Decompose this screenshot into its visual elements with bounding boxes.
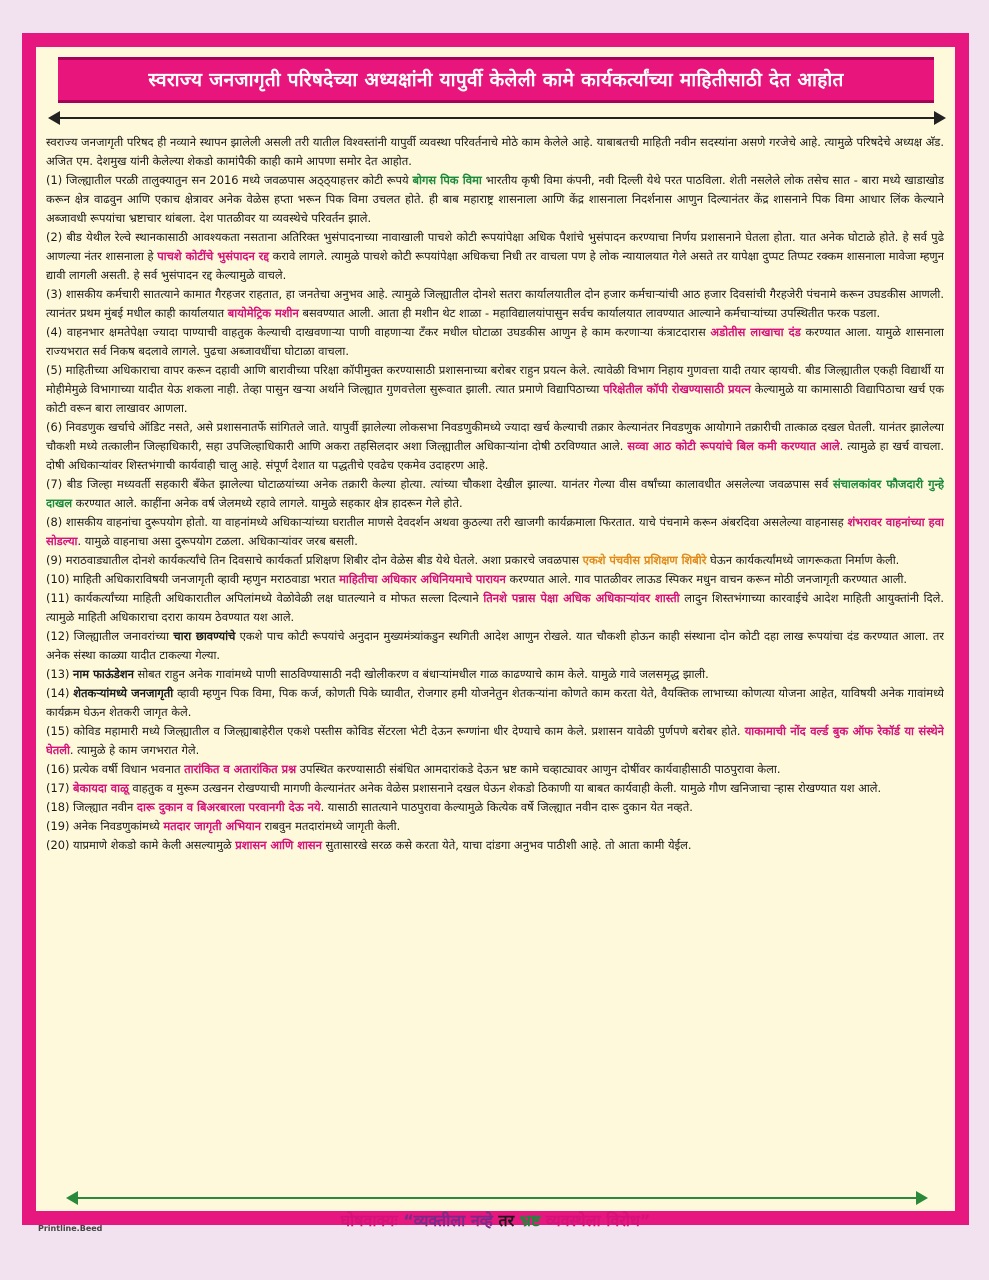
slogan-part5: विरोध”	[606, 1211, 651, 1230]
slogan-part3: भ्रष्ट	[519, 1211, 541, 1230]
item-highlight: बोगस पिक विमा	[412, 173, 482, 187]
list-item	[46, 418, 944, 475]
intro-paragraph: स्वराज्य जनजागृती परिषद ही नव्याने स्थापन झालेली असली तरी यातील विश्वस्तांनी यापुर्वी व्यवस्था परिवर्तनाचे मोठे काम केलेले आहे. याबाबतची माहिती नवीन सदस्यांना असणे गरजेचे आहे. त्यामुळे परिषदेचे अध्यक्ष अ‍ॅड. अजित एम. देशमुख यांनी केलेल्या शेकडो कामांपैकी काही कामे आपणा समोर देत आहोत.	[46, 135, 944, 168]
item-text: (7) बीड जिल्हा मध्यवर्ती सहकारी बँकेत झालेल्या घोटाळयांच्या अनेक तक्रारी केल्या होत्या. त्यांच्या चौकशा देखील झाल्या. यानंतर गेल्या वीस वर्षांच्या कालावधीत असलेल्या जवळपास सर्व	[46, 477, 833, 491]
list-item	[46, 798, 944, 817]
item-text: (6) निवडणुक खर्चाचे ऑडिट नसते, असे प्रशासनातर्फे सांगितले जाते. यापुर्वी झालेल्या लोकसभा निवडणुकीमध्ये ज्यादा खर्च केल्याची तक्रार केल्यानंतर निवडणुक आयोगाने तक्रारीची तात्काळ दखल घेतली. यानंतर झालेल्या चौकशी मध्ये तत्कालीन जिल्हाधिकारी, सहा उपजिल्हाधिकारी आणि अकरा तहसिलदार अशा जिल्ह्यातील अधिकाऱ्यांना दोषी ठरविण्यात आले.	[46, 420, 944, 453]
list-item	[46, 323, 944, 361]
item-text: (16) प्रत्येक वर्षी विधान भवनात	[46, 762, 185, 776]
item-text: (9) मराठवाड्यातील दोनशे कार्यकर्त्यांचे तिन दिवसाचे कार्यकर्ता प्रशिक्षण शिबीर दोन वेळेस बीड येथे घेतले. अशा प्रकारचे जवळपास	[46, 553, 583, 567]
item-text: एकशे पाच कोटी रूपयांचे अनुदान मुख्यमंत्र्यांकडुन स्थगिती आदेश आणुन रोखले. यात चौकशी होऊन काही संस्थाना दोन कोटी दहा लाख रूपयांचा दंड करण्यात आला. तर अनेक संस्था काळ्या यादीत टाकल्या गेल्या.	[46, 629, 944, 662]
item-text: . त्यामुळे हे काम जगभरात गेले.	[69, 743, 200, 757]
slogan-part2: तर	[492, 1211, 520, 1230]
item-highlight: सव्वा आठ कोटी रूपयांचे बिल कमी करण्यात आले	[627, 439, 840, 453]
item-highlight: तिनशे पन्नास पेक्षा अधिक अधिकाऱ्यांवर शास्ती	[483, 591, 680, 605]
item-text: (11) कार्यकर्त्यांच्या माहिती अधिकारातील अपिलांमध्ये वेळोवेळी लक्ष घातल्याने व मोफत सल्ला दिल्याने	[46, 591, 484, 605]
body-text	[46, 133, 944, 1185]
item-text: (15) कोविड महामारी मध्ये जिल्ह्यातील व जिल्ह्याबाहेरील एकशे पस्तीस कोविड सेंटरला भेटी देऊन रूग्णांना धीर देण्याचे काम केले. प्रशासन यावेळी पुर्णपणे बरोबर होते.	[46, 724, 745, 738]
item-text: उपस्थित करण्यासाठी संबंधित आमदारांकडे देऊन भ्रष्ट कामे चव्हाट्यावर आणुन दोषींवर कार्यवाहीसाठी पाठपुरावा केला.	[296, 762, 781, 776]
list-item	[46, 665, 944, 684]
item-text: (8) शासकीय वाहनांचा दुरूपयोग होतो. या वाहनांमध्ये अधिकाऱ्यांच्या घरातील माणसे देवदर्शन अथवा कुठल्या तरी खाजगी कार्यक्रमाला फिरतात. याचे पंचनामे करून अंबरदिवा असलेल्या वाहनासह	[46, 515, 848, 529]
list-item	[46, 760, 944, 779]
item-highlight: दारू दुकान व बिअरबारला परवानगी देऊ नये	[136, 800, 321, 814]
item-highlight: बेकायदा वाळू	[73, 781, 129, 795]
item-highlight: पाचशे कोटींचे भुसंपादन रद्द	[157, 249, 269, 263]
item-text: करण्यात आला. यामुळे शासनाला राज्यभरात सर्व निकष बदलावे लागले. पुढचा अब्जावधींचा घोटाळा वाचला.	[46, 325, 944, 358]
list-item	[46, 627, 944, 665]
list-item	[46, 722, 944, 760]
item-text: (12) जिल्ह्यातील जनावरांच्या	[46, 629, 174, 643]
list-item	[46, 475, 944, 513]
list-item	[46, 361, 944, 418]
page-title: स्वराज्य जनजागृती परिषदेच्या अध्यक्षांनी यापुर्वी केलेली कामे कार्यकर्त्यांच्या माहितीसाठी देत आहोत	[58, 57, 934, 103]
item-text: (19) अनेक निवडणुकांमध्ये	[46, 819, 164, 833]
list-item	[46, 228, 944, 285]
item-text: (14)	[46, 686, 74, 700]
item-highlight: याकामाची नोंद वर्ल्ड बुक ऑफ रेकॉर्ड या संस्थेने घेतली	[46, 724, 944, 757]
item-text: (1) जिल्ह्यातील परळी तालुक्यातुन सन 2016 मध्ये जवळपास अठ्ठ्याहत्तर कोटी रूपये	[46, 173, 413, 187]
list-item	[46, 817, 944, 836]
item-text: (17)	[46, 781, 74, 795]
item-text: . यासाठी सातत्याने पाठपुरावा केल्यामुळे कित्येक वर्षे जिल्ह्यात नवीन दारू दुकान येत नव्हते.	[320, 800, 693, 814]
arrow-right-icon	[934, 111, 946, 125]
poster-frame	[22, 33, 969, 1233]
item-highlight: शंभरावर वाहनांच्या हवा सोडल्या	[46, 515, 944, 548]
item-text: करण्यात आले. गाव पातळीवर लाऊड स्पिकर मधुन वाचन करून मोठी जनजागृती करण्यात आली.	[505, 572, 908, 586]
item-text: व्हावी म्हणुन पिक विमा, पिक कर्ज, कोणती पिके घ्यावीत, रोजगार हमी योजनेतुन शेतकऱ्यांना कोणते काम करता येते, वैयक्तिक लाभाच्या कोणत्या योजना आहेत, याविषयी अनेक गावांमध्ये कार्यक्रम घेऊन शेतकरी जागृत केले.	[46, 686, 944, 719]
arrow-right-icon	[916, 1191, 928, 1205]
item-highlight: चारा छावण्यांचे	[173, 629, 236, 643]
list-item	[46, 551, 944, 570]
item-text: बसवण्यात आली. आता ही मशीन थेट शाळा - महाविद्यालयांपासुन सर्वच कार्यालयात लावण्यात आल्याने कर्मचाऱ्यांच्या उपस्थितीत फरक पडला.	[298, 306, 881, 320]
item-text: (10) माहिती अधिकाराविषयी जनजागृती व्हावी म्हणुन मराठवाडा भरात	[46, 572, 340, 586]
item-text: . यामुळे वाहनाचा असा दुरूपयोग टळला. अधिकाऱ्यांवर जरब बसली.	[77, 534, 358, 548]
list-item	[46, 513, 944, 551]
printer-credit: Printline.Beed	[38, 1224, 103, 1233]
slogan-part4: व्यवस्थेला	[540, 1211, 607, 1230]
item-text: (20) याप्रमाणे शेकडो कामे केली असल्यामुळे	[46, 838, 236, 852]
item-text: वाहतुक व मुरूम उत्खनन रोखण्याची मागणी केल्यानंतर अनेक वेळेस प्रशासनाने दखल घेऊन शेकडो ठिकाणी या बाबत कार्यवाही केली. यामुळे गौण खनिजाचा ऱ्हास रोखण्यात यश आले.	[128, 781, 882, 795]
work-list	[46, 171, 944, 855]
list-item	[46, 570, 944, 589]
poster-content	[36, 47, 955, 1233]
slogan	[36, 1209, 955, 1231]
item-highlight: बायोमेट्रिक मशीन	[227, 306, 299, 320]
item-text: राबवुन मतदारांमध्ये जागृती केली.	[261, 819, 401, 833]
item-highlight: तारांकित व अतारांकित प्रश्न	[184, 762, 297, 776]
item-text: सुतासारखे सरळ कसे करता येते, याचा दांडगा अनुभव पाठीशी आहे. तो आता कामी येईल.	[321, 838, 692, 852]
item-text: भारतीय कृषी विमा कंपनी, नवी दिल्ली येथे परत पाठविला. शेती नसलेले लोक तसेच सात - बारा मध्ये खाडाखोड करून क्षेत्र वाढवुन आणि एकाच क्षेत्रावर अनेक वेळेस हप्ता भरून पिक विमा उचलत होते. ही बाब महाराष्ट्र शासनाला आणि केंद्र शासनाला निदर्शनास आणुन दिल्यानंतर केंद्र शासनाने पिक विमा आधार लिंक केल्याने अब्जावधी रूपयांचा भ्रष्टाचार थांबला. देश पातळीवर या व्यवस्थेचे परिवर्तन झाले.	[46, 173, 944, 225]
item-highlight: परिक्षेतील कॉपी रोखण्यासाठी प्रयत्न	[603, 382, 751, 396]
item-text: (3) शासकीय कर्मचारी सातत्याने कामात गैरहजर राहतात, हा जनतेचा अनुभव आहे. त्यामुळे जिल्ह्यातील दोनशे सतरा कार्यालयातील दोन हजार कर्मचाऱ्यांची आठ हजार दिवसांची गैरहजेरी पंचनामे करून उघडकीस आणली. त्यानंतर प्रथम मुंबई मधील काही कार्यालयात	[46, 287, 944, 320]
item-highlight: माहितीचा अधिकार अधिनियमाचे पारायन	[339, 572, 506, 586]
list-item	[46, 684, 944, 722]
item-highlight: संचालकांवर फौजदारी गुन्हे दाखल	[46, 477, 944, 510]
item-text: (18) जिल्ह्यात नवीन	[46, 800, 137, 814]
double-arrow-divider-bottom	[66, 1191, 928, 1205]
list-item	[46, 589, 944, 627]
item-text: केल्यामुळे या कामासाठी विद्यापिठाचा खर्च एक कोटी वरून बारा लाखावर आणला.	[46, 382, 944, 415]
item-text: घेऊन कार्यकर्त्यांमध्ये जागरूकता निर्माण केली.	[706, 553, 900, 567]
item-text: सोबत राहुन अनेक गावांमध्ये पाणी साठविण्यासाठी नदी खोलीकरण व बंधाऱ्यांमधील गाळ काढण्याचे काम केले. यामुळे गावे जलसमृद्ध झाली.	[133, 667, 709, 681]
item-highlight: शेतकऱ्यांमध्ये जनजागृती	[73, 686, 174, 700]
item-highlight: प्रशासन आणि शासन	[235, 838, 322, 852]
list-item	[46, 779, 944, 798]
list-item	[46, 836, 944, 855]
item-highlight: नाम फाऊंडेशन	[73, 667, 134, 681]
slogan-label: घोषवाक्यः	[340, 1211, 398, 1230]
item-text: (4) वाहनभार क्षमतेपेक्षा ज्यादा पाण्याची वाहतुक केल्याची दाखवणाऱ्या पाणी वाहणाऱ्या टँकर मधील घोटाळा उघडकीस आणुन हे काम करणाऱ्या कंत्राटदारास	[46, 325, 711, 339]
double-arrow-divider	[48, 111, 946, 125]
item-text: (13)	[46, 667, 74, 681]
item-text: करण्यात आले. काहींना अनेक वर्ष जेलमध्ये रहावे लागले. यामुळे सहकार क्षेत्र हादरून गेले होते.	[72, 496, 463, 510]
list-item	[46, 285, 944, 323]
list-item	[46, 171, 944, 228]
item-text: . त्यामुळे हा खर्च वाचला. दोषी अधिकाऱ्यांवर शिस्तभंगाची कार्यवाही चालु आहे. संपूर्ण देशात या पद्धतीचे एवढेच एकमेव उदाहरण आहे.	[46, 439, 944, 472]
item-text: करावे लागले. त्यामुळे पाचशे कोटी रूपयांपेक्षा अधिकचा निधी तर वाचला पण हे लोक न्यायालयात गेले असते तर यापेक्षा दुप्पट तिप्पट रक्कम शासनाला मावेजा म्हणुन द्यावी लागली असती. हे सर्व भुसंपादन रद्द केल्यामुळे वाचले.	[46, 249, 944, 282]
item-highlight: मतदार जागृती अभियान	[163, 819, 262, 833]
item-text: लादुन शिस्तभंगाच्या कारवाईचे आदेश माहिती आयुक्तांनी दिले. त्यामुळे माहिती अधिकाराचा दरारा कायम ठेवण्यात यश आले.	[46, 591, 944, 624]
item-text: (2) बीड येथील रेल्वे स्थानकासाठी आवश्यकता नसताना अतिरिक्त भुसंपादनाच्या नावाखाली पाचशे कोटी रूपयांपेक्षा अधिक पैशांचे भुसंपादन करण्याचा निर्णय प्रशासनाने घेतला होता. यात अनेक घोटाळे होते. हे सर्व पुढे आणल्या नंतर शासनाला हे	[46, 230, 944, 263]
item-highlight: एकशे पंचवीस प्रशिक्षण शिबीरे	[582, 553, 707, 567]
slogan-part1: “व्यक्तीला नव्हे	[403, 1211, 493, 1230]
item-highlight: अडोतीस लाखाचा दंड	[710, 325, 801, 339]
item-text: (5) माहितीच्या अधिकाराचा वापर करून दहावी आणि बारावीच्या परिक्षा कॉपीमुक्त करण्यासाठी प्रशासनाच्या बरोबर राहुन प्रयत्न केले. त्यावेळी विभाग निहाय गुणवत्ता यादी तयार व्हायची. बीड जिल्ह्यातील एकही विद्यार्थी या मोहीमेमुळे विभागाच्या यादीत येऊ शकला नाही. तेव्हा पासुन खऱ्या अर्थाने जिल्ह्यात गुणवत्तेला सुरूवात झाली. त्यात प्रमाणे विद्यापिठाच्या	[46, 363, 944, 396]
